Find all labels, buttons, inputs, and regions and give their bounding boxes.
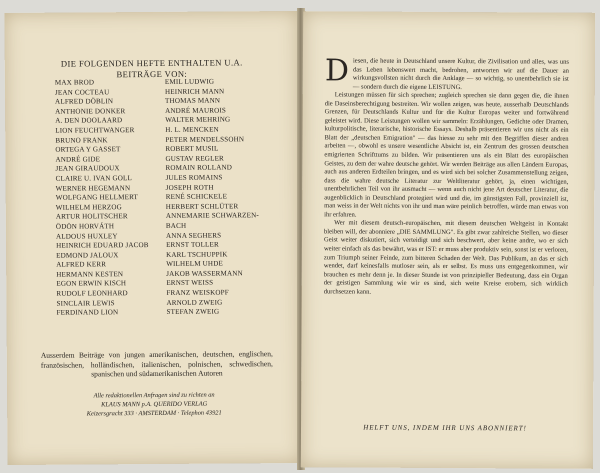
contributor-name: ROBERT MUSIL bbox=[165, 144, 219, 154]
publisher-line: KLAUS MANN p.A. QUERIDO VERLAG bbox=[101, 400, 208, 409]
contributor-name: ERNST WEISS bbox=[166, 279, 214, 288]
manifesto-text bbox=[323, 53, 569, 298]
closing-slogan: HELFT UNS, INDEM IHR UNS ABONNIERT! bbox=[363, 423, 527, 433]
paragraph-2: Leistungen müssen für sich sprechen; zugleich sprechen sie dann gegen die, die ihnen die Daseinsberechtigung bestreiten. Wir wollen zeigen, was heute, ausserhalb Deutschlands Grenzen, für Deutschlands Kultur und für die Kultur Europas weiter und fortwährend geleistet wird. Diese Leistungen wollen wir sammeln: Erzählungen, Gedichte oder Dramen, kulturpolitische, literarische, historische Essays. Deshalb präsentieren wir uns nicht als ein Blatt der „deutschen Emigration" — das hiesse zu sehr mit den Begriffen dieser andren arbeiten —, obwohl es unsere wesentliche Absicht ist, ein Zentrum des grossen deutschen emigrierten Schrifttums zu bilden. Wir präsentieren uns als ein Blatt des europäischen Geistes, zu dem der wahre deutsche gehört. Wir werden Beiträge aus allen Ländern Europas, auch aus anderen Erdteilen bringen, und es wird sich bei solcher Zusammenstellung zeigen, dass die wahre deutsche Literatur zur Weltliteratur gehört, ja, einen wichtigen, unentbehrlichen Teil von ihr ausmacht — wenn auch nicht jene Art deutscher Literatur, die augenblicklich in Deutschland protegiert wird und die, im günstigsten Fall, provinziell ist, man weiss in der Welt nichts von ihr und man wäre peinlich betroffen, würde man etwas von ihr erfahren. bbox=[324, 91, 569, 219]
contributor-name: HERMANN KESTEN bbox=[56, 270, 124, 279]
contributor-name: RENÉ SCHICKELE bbox=[165, 192, 228, 202]
contributor-name: EMIL LUDWIG bbox=[164, 77, 215, 86]
contributor-name: MAX BROD bbox=[54, 78, 95, 87]
contributor-name: FERDINAND LION bbox=[56, 308, 119, 317]
contributor-name: EDMOND JALOUX bbox=[56, 250, 119, 260]
contributor-name: HERBERT SCHLÜTER bbox=[165, 202, 239, 211]
heading-line2: BEITRÄGE VON: bbox=[116, 68, 188, 80]
contributor-name: CLAIRE U. IVAN GOLL bbox=[55, 174, 133, 183]
contributor-name: FRANZ WEISKOPF bbox=[166, 288, 229, 297]
contributor-name: STEFAN ZWEIG bbox=[166, 307, 220, 317]
contributor-name: WILHELM UHDE bbox=[166, 259, 223, 269]
contributor-name: ALFRED KERR bbox=[56, 260, 107, 269]
contributor-name: ANNEMARIE SCHWARZEN- bbox=[165, 211, 259, 221]
contributor-name: WILHELM HERZOG bbox=[55, 202, 122, 212]
contributor-name: EGON ERWIN KISCH bbox=[56, 279, 127, 289]
contributor-name: PETER MENDELSSOHN bbox=[165, 134, 245, 144]
contributor-name: ANNA SEGHERS bbox=[165, 231, 222, 240]
paragraph-3: Wer mit diesem deutsch-europäischen, mit diesem deutschen Weltgeist in Kontakt bleiben will, der abonniere „DIE SAMMLUNG". Es gibt zwar zahlreiche Stellen, wo dieser Geist weiter diskutiert, sich verteidigt und sich beschwert, aber keine andre, wo er sich weiter einfach als das bewährt, was er IST: er muss aber produktiv sein, sonst ist er verloren, zum Triumph seiner Feinde, zum bitteren Schaden der Welt. Das Publikum, an das er sich wendet, darf keinesfalls mutloser sein, als er selbst. Es muss uns entgegenkommen, wir brauchen es mehr denn je. In dieser Stunde ist von prinzipieller Bedeutung, dass ein Organ der geistigen Sammlung wie wir es sind, sich weite Kreise erobern, sich wirklich durchsetzen kann. bbox=[323, 219, 569, 296]
contributor-name: BRUNO FRANK bbox=[55, 135, 108, 145]
left-page bbox=[4, 11, 301, 465]
contributor-name: ANDRÉ MAUROIS bbox=[165, 106, 227, 115]
contributor-name: H. L. MENCKEN bbox=[165, 125, 219, 134]
contributor-name: BACH bbox=[165, 221, 187, 230]
contributor-name: ROMAIN ROLLAND bbox=[165, 163, 233, 173]
contributor-name: JAKOB WASSERMANN bbox=[166, 269, 243, 278]
contributor-name: SINCLAIR LEWIS bbox=[56, 298, 115, 308]
drop-cap: D bbox=[324, 53, 350, 89]
contributor-name: JEAN GIRAUDOUX bbox=[55, 164, 120, 174]
contributor-name: ORTEGA Y GASSET bbox=[55, 145, 121, 154]
contributor-name: ALFRED DÖBLIN bbox=[55, 97, 114, 106]
contributor-name: WOLFGANG HELLMERT bbox=[55, 193, 139, 202]
contributor-name: ARNOLD ZWEIG bbox=[166, 298, 223, 307]
contributor-name: GUSTAV REGLER bbox=[165, 154, 224, 163]
contributor-name: WERNER HEGEMANN bbox=[55, 183, 131, 193]
right-page bbox=[301, 11, 595, 469]
contributor-name: ARTUR HOLITSCHER bbox=[55, 212, 128, 221]
address-line: Keizersgracht 333 · AMSTERDAM · Telephon 43921 bbox=[86, 409, 222, 418]
contributor-name: JEAN COCTEAU bbox=[54, 87, 110, 97]
heading-line1: DIE FOLGENDEN HEFTE ENTHALTEN U.A. bbox=[60, 57, 243, 69]
contributor-name: JULES ROMAINS bbox=[165, 173, 223, 182]
contributor-name: KARL TSCHUPPIK bbox=[166, 250, 228, 259]
contributor-name: ALDOUS HUXLEY bbox=[55, 231, 118, 241]
contributor-name: ÖDÖN HORVÁTH bbox=[55, 222, 115, 231]
paragraph-1-text: iesen, die heute in Deutschland unsere Kultur, die Zivilisation und alles, was uns das Leben lebenswert macht, bedrohen, antworten wir auf die Dauer an wirkungsvollsten nicht durch die Anklage — so wichtig, so unentbehrlich sie ist — sondern durch die eigene LEISTUNG. bbox=[352, 57, 569, 91]
paragraph-1 bbox=[324, 53, 569, 92]
contributor-name: HEINRICH EDUARD JACOB bbox=[56, 241, 149, 250]
inquiries-line: Alle redaktionellen Anfragen sind zu richten an bbox=[93, 391, 215, 400]
contributor-name: WALTER MEHRING bbox=[165, 115, 231, 125]
contributor-name: THOMAS MANN bbox=[165, 96, 221, 106]
contributor-name: LION FEUCHTWANGER bbox=[55, 126, 135, 135]
contributor-name: ANTHONIE DONKER bbox=[55, 106, 126, 116]
contributor-name: ERNST TOLLER bbox=[166, 240, 219, 250]
contributor-name: JOSEPH ROTH bbox=[165, 183, 214, 192]
additional-contributions-note: Ausserdem Beiträge von jungen amerikanischen, deutschen, englischen, französischen, holländischen, italienischen, polnischen, schwedischen, spanischen und südamerikanischen Autoren bbox=[40, 349, 273, 379]
contributor-name: RUDOLF LEONHARD bbox=[56, 289, 128, 298]
contributor-name: HEINRICH MANN bbox=[164, 87, 225, 96]
contributor-name: ANDRÉ GIDE bbox=[55, 155, 101, 164]
contributors-column-2 bbox=[165, 77, 279, 318]
contributor-name: A. DEN DOOLAARD bbox=[55, 116, 123, 126]
contributors-column-1 bbox=[55, 78, 159, 319]
